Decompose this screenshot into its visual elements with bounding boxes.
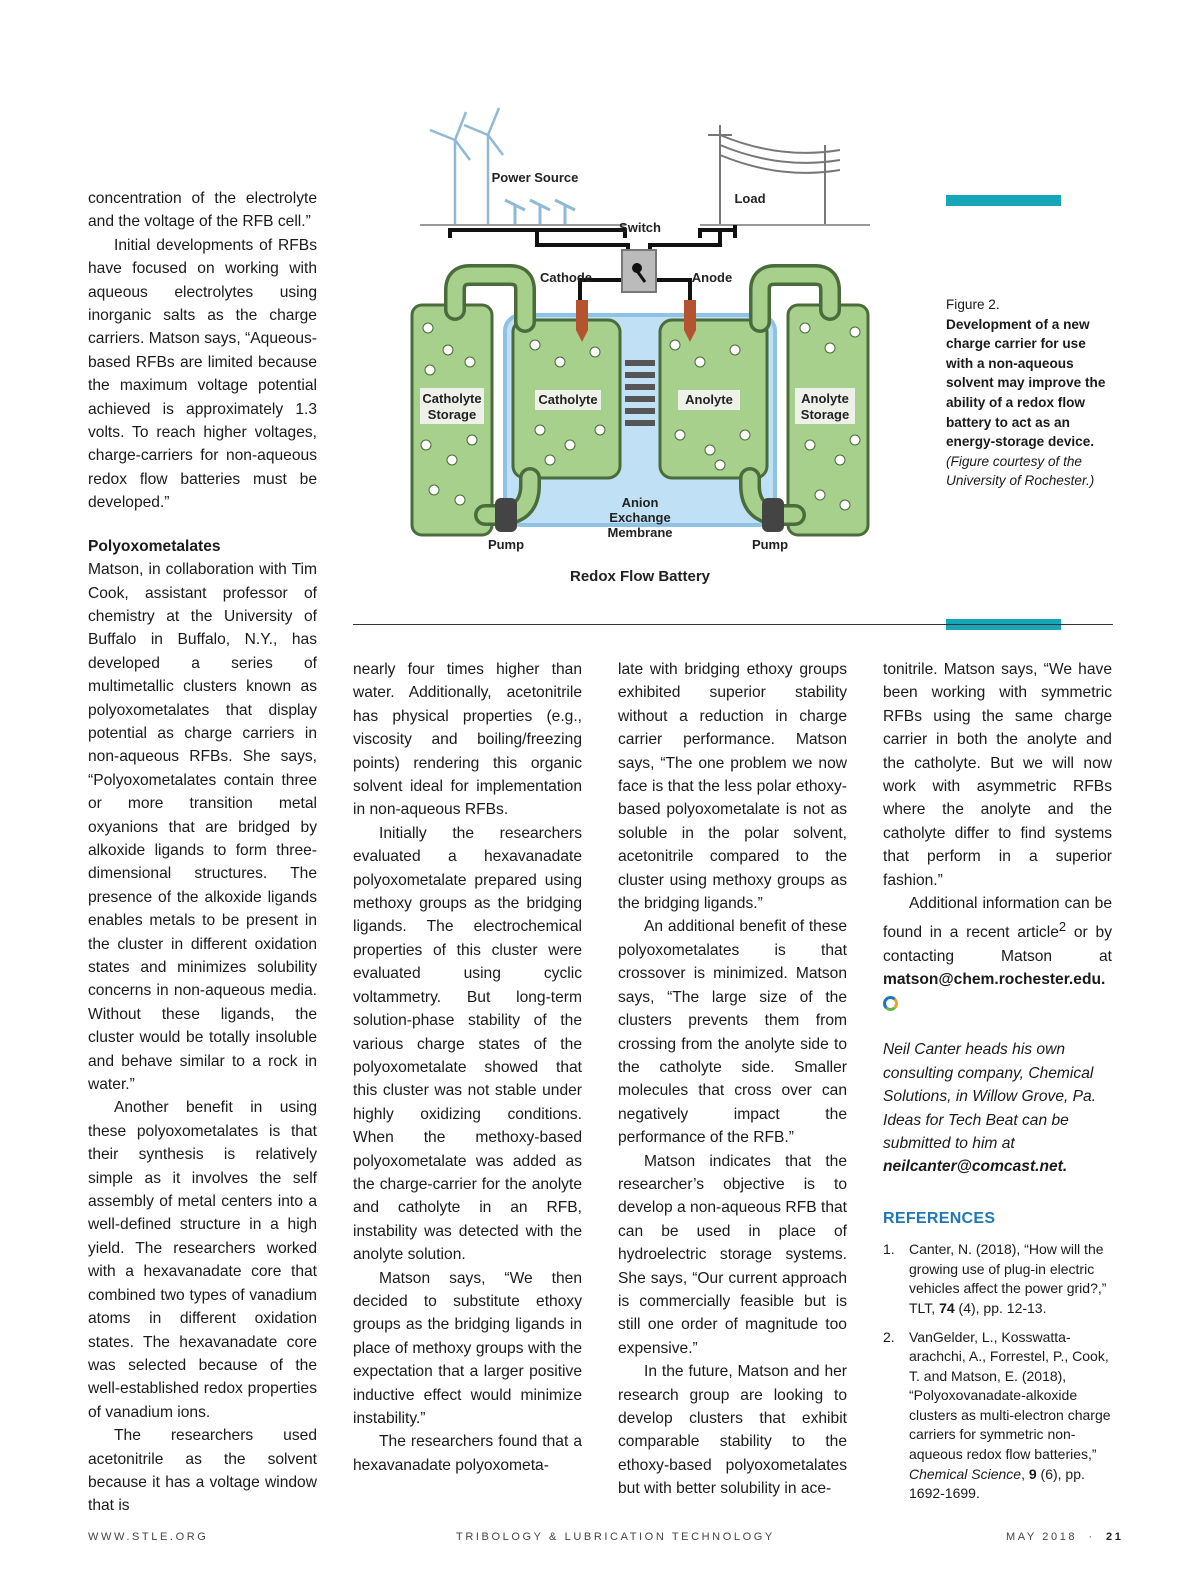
figure-credit: (Figure courtesy of the University of Rochester.) bbox=[946, 453, 1095, 489]
label-anolyte-storage-2: Storage bbox=[800, 407, 850, 422]
page-number: 21 bbox=[1106, 1531, 1124, 1543]
divider bbox=[353, 624, 1113, 625]
stle-end-icon bbox=[883, 996, 898, 1011]
label-anode: Anode bbox=[691, 270, 733, 285]
paragraph: tonitrile. Matson says, “We have been working with symmetric RFBs using the same charge carrier in both the anolyte and the catholyte. But we will now work with asymmetric RFBs where the anolyte and the catholyte differ to find systems that perform in a superior fashion.” bbox=[883, 661, 1112, 889]
paragraph: The researchers found that a hexavanadate polyoxometa- bbox=[353, 1433, 582, 1474]
wind-turbine-icons bbox=[430, 108, 503, 225]
footer-page-info bbox=[1006, 1531, 1123, 1543]
power-line-icon bbox=[708, 125, 840, 225]
label-pump-right: Pump bbox=[751, 537, 789, 552]
accent-bar bbox=[946, 195, 1061, 206]
column-3 bbox=[618, 658, 847, 1501]
figure-label: Figure 2. bbox=[946, 297, 1000, 312]
reference-number: 1. bbox=[883, 1241, 895, 1258]
pump-icon bbox=[495, 498, 517, 532]
paragraph: nearly four times higher than water. Additionally, acetonitrile has physical properties (e.g., viscosity and boiling/freezing points) rendering this organic solvent ideal for implementation in non-aqueous RFBs. bbox=[353, 661, 582, 819]
text-span: (4), pp. 12-13. bbox=[954, 1299, 1047, 1316]
paragraph: Matson says, “We then decided to substitute ethoxy groups as the bridging ligands in place of methoxy groups with the expectation that a larger positive inductive effect would minimize instability.” bbox=[353, 1269, 582, 1427]
text-span: Neil Canter heads his own consulting company, Chemical Solutions, in Willow Grove, Pa. Ideas for Tech Beat can be submitted to him at bbox=[883, 1041, 1097, 1152]
text-span: Additional information can be found in a recent article bbox=[883, 895, 1112, 942]
paragraph: In the future, Matson and her research group are looking to develop clusters that exhibit comparable stability to the ethoxy-based polyoxometalates but with better solubility in ace- bbox=[618, 1363, 847, 1498]
label-catholyte-storage-2: Storage bbox=[427, 407, 477, 422]
label-catholyte: Catholyte bbox=[538, 392, 598, 407]
footer-date: MAY 2018 bbox=[1006, 1531, 1078, 1543]
journal: Chemical Science bbox=[909, 1465, 1022, 1482]
diagram-title: Redox Flow Battery bbox=[569, 568, 711, 585]
label-membrane-2: Exchange bbox=[609, 510, 671, 525]
figure-caption bbox=[946, 295, 1116, 491]
text-span: or by contacting Matson at bbox=[883, 924, 1112, 966]
column-2 bbox=[353, 658, 582, 1477]
reference-item bbox=[883, 1328, 1112, 1504]
label-cathode: Cathode bbox=[540, 270, 592, 285]
volume: 74 bbox=[939, 1299, 955, 1316]
volume: 9 bbox=[1028, 1465, 1037, 1482]
footer-publication: TRIBOLOGY & LUBRICATION TECHNOLOGY bbox=[456, 1531, 775, 1543]
references-list bbox=[883, 1240, 1112, 1504]
text-span: (6), pp. 1692-1699. bbox=[909, 1465, 1085, 1502]
label-membrane-3: Membrane bbox=[607, 525, 673, 540]
paragraph: Initially the researchers evaluated a hexavanadate polyoxometalate prepared using methoxy groups as the bridging ligands. The electrochemical properties of this cluster were evaluated using cyclic voltammetry. But long-term solution-phase stability of the various charge states of the polyoxometalate showed that this cluster was not stable under highly oxidizing conditions. When the methoxy-based polyoxometalate was added as the charge-carrier for the anolyte and catholyte in an RFB, instability was detected with the anolyte solution. bbox=[353, 824, 582, 1264]
paragraph: concentration of the electrolyte and the voltage of the RFB cell.” bbox=[88, 190, 317, 231]
reference-number: 2. bbox=[883, 1328, 895, 1345]
text-span: VanGelder, L., Kosswatta-arachchi, A., Forrestel, P., Cook, T. and Matson, E. (2018), “Polyoxovanadate-alkoxide clusters as multi-electron charge carriers for symmetric non-aqueous redox flow batteries,” bbox=[909, 1328, 1111, 1463]
paragraph: Initial developments of RFBs have focused on working with aqueous electrolytes using inorganic salts as the charge carriers. Matson says, “Aqueous-based RFBs are limited because the maximum voltage potential achieved is approximately 1.3 volts. To reach higher voltages, charge-carriers for non-aqueous redox flow batteries must be developed.” bbox=[88, 236, 317, 512]
solar-panel-icons bbox=[505, 200, 575, 225]
reference-item bbox=[883, 1240, 1112, 1318]
paragraph: The researchers used acetonitrile as the solvent because it has a voltage window that is bbox=[88, 1427, 317, 1515]
label-anolyte: Anolyte bbox=[685, 392, 733, 407]
paragraph: Matson, in collaboration with Tim Cook, assistant professor of chemistry at the University of Buffalo in Buffalo, N.Y., has developed a series of multimetallic clusters known as polyoxometalates that display potential as charge carriers in non-aqueous RFBs. She says, “Polyoxometalates contain three or more transition metal oxyanions that are bridged by alkoxide ligands to form three-dimensional structures. The presence of the alkoxide ligands enables metals to be present in the cluster in different oxidation states and minimizes solubility concerns in non-aqueous media. Without these ligands, the cluster would be totally insoluble and behave similar to a rock in water.” bbox=[88, 561, 317, 1094]
paragraph: Another benefit in using these polyoxometalates is that their synthesis is relatively simple as it involves the self assembly of metal centers into a well-defined structure in a high yield. The researchers worked with a hexavanadate core that combined two types of vanadium atoms in different oxidation states. The hexavanadate core was selected because of the well-established redox properties of vanadium ions. bbox=[88, 1099, 317, 1421]
text-span: Canter, N. (2018), “How will the growing use of plug-in electric vehicles affect the power grid?,” TLT, bbox=[909, 1241, 1107, 1316]
label-power-source: Power Source bbox=[491, 170, 579, 185]
column-4 bbox=[883, 658, 1112, 1513]
label-catholyte-storage: Catholyte bbox=[422, 391, 482, 406]
label-membrane: Anion bbox=[621, 495, 659, 510]
label-anolyte-storage: Anolyte bbox=[801, 391, 849, 406]
redox-flow-battery-diagram bbox=[400, 100, 900, 605]
references-heading: REFERENCES bbox=[883, 1209, 996, 1227]
paragraph: Matson indicates that the researcher’s objective is to develop a non-aqueous RFB that can be used in place of hydroelectric storage systems. She says, “Our current approach is commercially feasible but is still one order of magnitude too expensive.” bbox=[618, 1152, 847, 1357]
author-bio bbox=[883, 1038, 1112, 1178]
column-1 bbox=[88, 187, 317, 1518]
footer-website: WWW.STLE.ORG bbox=[88, 1531, 209, 1543]
footer-separator: · bbox=[1088, 1531, 1095, 1543]
label-load: Load bbox=[734, 191, 766, 206]
figure-caption-text: Development of a new charge carrier for use with a non-aqueous solvent may improve the ability of a redox flow battery to act as an energy-storage device. bbox=[946, 316, 1106, 450]
label-switch: Switch bbox=[619, 220, 661, 235]
text-span: , bbox=[1021, 1465, 1029, 1482]
section-heading: Polyoxometalates bbox=[88, 537, 221, 555]
label-pump-left: Pump bbox=[487, 537, 525, 552]
footnote-ref: 2 bbox=[1058, 919, 1067, 935]
email-link[interactable]: matson@chem.rochester.edu. bbox=[883, 971, 1106, 989]
paragraph bbox=[883, 892, 1112, 1015]
email-link[interactable]: neilcanter@comcast.net. bbox=[883, 1158, 1068, 1176]
pump-icon bbox=[762, 498, 784, 532]
paragraph: An additional benefit of these polyoxometalates is that crossover is minimized. Matson says, “The large size of the clusters prevents them from crossing from the anolyte side to the catholyte side. Smaller molecules that cross over can negatively impact the performance of the RFB.” bbox=[618, 918, 847, 1147]
paragraph: late with bridging ethoxy groups exhibited superior stability without a reduction in charge carrier performance. Matson says, “The one problem we now face is that the less polar ethoxy-based polyoxometalate is not as soluble in the polar solvent, acetonitrile compared to the cluster using methoxy groups as the bridging ligands.” bbox=[618, 661, 847, 913]
